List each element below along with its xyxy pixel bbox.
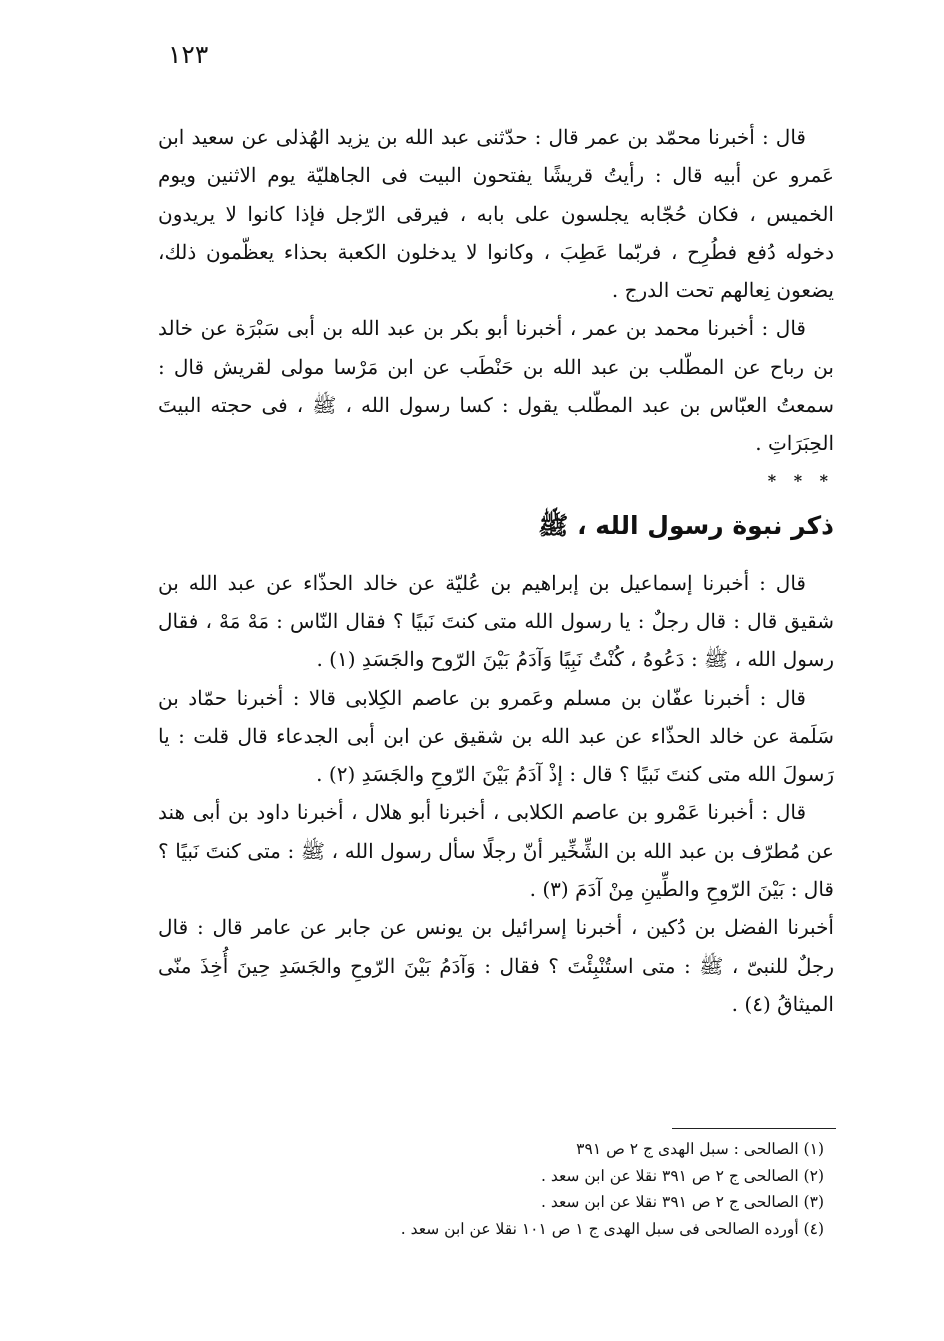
paragraph: قال : أخبرنا إسماعيل بن إبراهيم بن عُليّة عن خالد الحذّاء عن عبد الله بن شقيق قال : قال رجلٌ : يا رسول الله متى كنتَ نَبيًا ؟ فقال النّاس : مَهْ مَهْ ، فقال رسول الله ، ﷺ : دَعُوهُ ، كُنْتُ نَبِيًا وَآدَمُ بَيْنَ الرّوح والجَسَدِ (١) . xyxy=(158,570,834,672)
main-text xyxy=(158,118,834,1023)
footnote: (٣) الصالحى ج ٢ ص ٣٩١ نقلا عن ابن سعد . xyxy=(540,1193,824,1211)
footnote-divider xyxy=(672,1128,836,1129)
section-separator: * * * xyxy=(767,470,834,490)
paragraph: قال : أخبرنا عَمْرو بن عاصم الكلابى ، أخبرنا أبو هلال ، أخبرنا داود بن أبى هند عن مُطرّف بن عبد الله بن الشِّخِّير أنّ رجلًا سأل رسول الله ، ﷺ : متى كنتَ نَبيًا ؟ قال : بَيْنَ الرّوحِ والطِّينِ مِنْ آدَمَ (٣) . xyxy=(158,800,834,902)
footnote: (٤) أورده الصالحى فى سبل الهدى ج ١ ص ١٠١ نقلا عن ابن سعد . xyxy=(400,1219,824,1238)
footnote: (٢) الصالحى ج ٢ ص ٣٩١ نقلا عن ابن سعد . xyxy=(540,1166,824,1185)
paragraph: أخبرنا الفضل بن دُكين ، أخبرنا إسرائيل بن يونس عن جابر عن عامر قال : قال رجلٌ للنبىّ ، ﷺ : متى استُنْبِئْتَ ؟ فقال : وَآدَمُ بَيْنَ الرّوحِ والجَسَدِ حِينَ أُخِذَ منّى الميثاقُ (٤) . xyxy=(158,915,834,1016)
page-number: ١٢٣ xyxy=(168,40,209,69)
paragraph: قال : أخبرنا محمد بن عمر ، أخبرنا أبو بكر بن عبد الله بن أبى سَبْرَة عن خالد بن رباح عن المطّلب بن عبد الله بن حَنْطَب عن ابن مَرْسا مولى لقريش قال : سمعتُ العبّاس بن عبد المطّلب يقول : كسا رسول الله ، ﷺ ، فى حجته البيتَ الحِبَرَاتِ . xyxy=(158,316,834,456)
footnotes xyxy=(401,1136,824,1242)
footnote: (١) الصالحى : سبل الهدى ج ٢ ص ٣٩١ xyxy=(576,1140,824,1158)
paragraph: قال : أخبرنا محمّد بن عمر قال : حدّثنى عبد الله بن يزيد الهُذلى عن سعيد ابن عَمرو عن أبيه قال : رأيتُ قريشًا يفتحون البيت فى الجاهليّة يوم الاثنين ويوم الخميس ، فكان حُجّابه يجلسون على بابه ، فيرقى الرّجل فإذا كانوا لا يريدون دخوله دُفع فطُرِح ، فربّما عَطِبَ ، وكانوا لا يدخلون الكعبة بحذاء يعظّمون ذلك، يضعون نِعالهم تحت الدرج . xyxy=(158,125,834,303)
paragraph: قال : أخبرنا عفّان بن مسلم وعَمرو بن عاصم الكِلابى قالا : أخبرنا حمّاد بن سَلَمة عن خالد الحذّاء عن عبد الله بن شقيق عن ابن أبى الجدعاء قال قلت : يا رَسولَ الله متى كنتَ نَبيًا ؟ قال : إذْ آدَمُ بَيْنَ الرّوحِ والجَسَدِ (٢) . xyxy=(158,685,834,787)
section-heading: ذكر نبوة رسول الله ، ﷺ xyxy=(538,510,834,540)
